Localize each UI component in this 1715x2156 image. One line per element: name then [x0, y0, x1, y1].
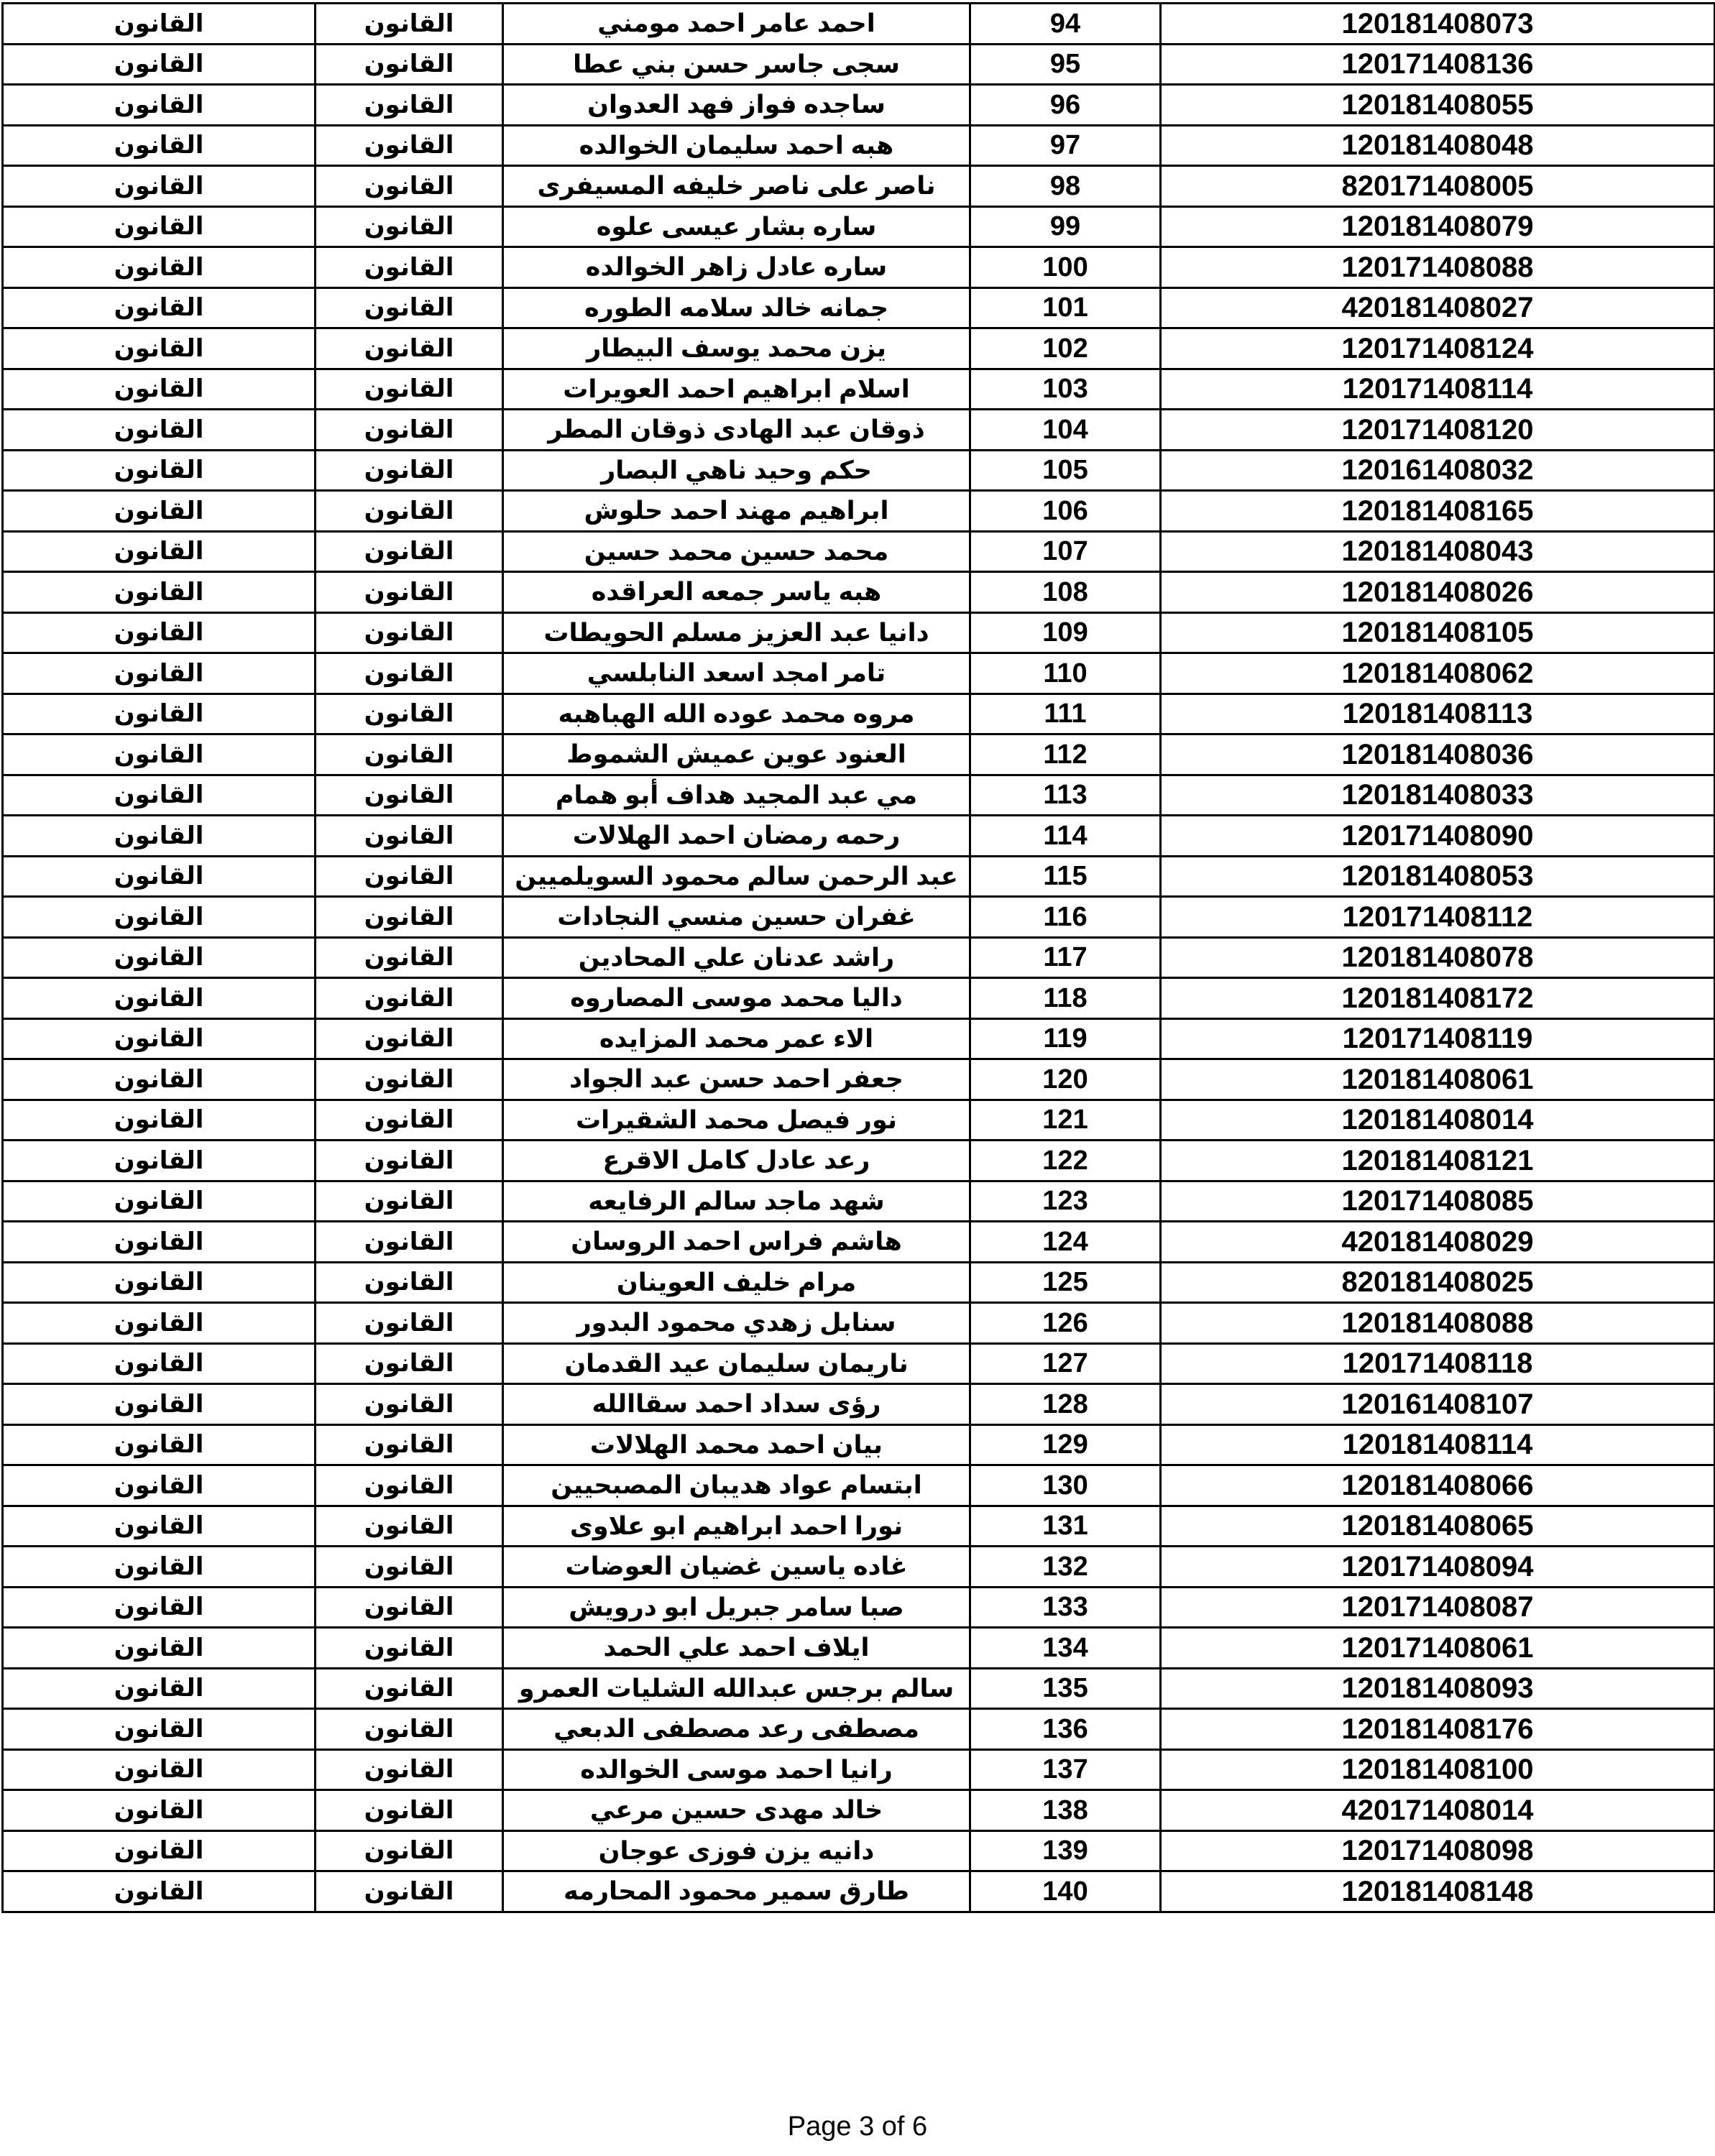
table-row: [3, 1384, 1715, 1425]
department-cell: القانون: [3, 775, 316, 816]
college-cell: القانون: [316, 1343, 503, 1384]
student-id-cell: 120171408088: [1161, 247, 1715, 288]
student-name-cell: رحمه رمضان احمد الهلالات: [503, 816, 970, 857]
student-id-cell: 120171408124: [1161, 328, 1715, 369]
department-cell: القانون: [3, 1465, 316, 1506]
college-cell: القانون: [316, 1628, 503, 1669]
serial-number-cell: 121: [970, 1100, 1161, 1141]
student-id-cell: 820171408005: [1161, 166, 1715, 207]
student-name-cell: حكم وحيد ناهي البصار: [503, 450, 970, 491]
serial-number-cell: 137: [970, 1749, 1161, 1790]
student-name-cell: بيان احمد محمد الهلالات: [503, 1424, 970, 1465]
college-cell: القانون: [316, 369, 503, 410]
student-id-cell: 120171408118: [1161, 1343, 1715, 1384]
table-row: [3, 1424, 1715, 1465]
student-id-cell: 120181408114: [1161, 1424, 1715, 1465]
student-name-cell: محمد حسين محمد حسين: [503, 531, 970, 572]
department-cell: القانون: [3, 572, 316, 613]
department-cell: القانون: [3, 1222, 316, 1263]
table-row: [3, 531, 1715, 572]
department-cell: القانون: [3, 44, 316, 85]
serial-number-cell: 112: [970, 734, 1161, 775]
table-row: [3, 85, 1715, 126]
table-row: [3, 1100, 1715, 1141]
student-id-cell: 120181408093: [1161, 1668, 1715, 1709]
serial-number-cell: 135: [970, 1668, 1161, 1709]
serial-number-cell: 108: [970, 572, 1161, 613]
student-id-cell: 120171408098: [1161, 1830, 1715, 1871]
student-name-cell: دانيه يزن فوزى عوجان: [503, 1830, 970, 1871]
table-row: [3, 450, 1715, 491]
table-row: [3, 410, 1715, 451]
student-name-cell: نور فيصل محمد الشقيرات: [503, 1100, 970, 1141]
table-row: [3, 328, 1715, 369]
department-cell: القانون: [3, 491, 316, 532]
student-id-cell: 820181408025: [1161, 1262, 1715, 1303]
student-id-cell: 120181408113: [1161, 694, 1715, 734]
serial-number-cell: 104: [970, 410, 1161, 451]
table-row: [3, 978, 1715, 1019]
serial-number-cell: 118: [970, 978, 1161, 1019]
student-id-cell: 120181408014: [1161, 1100, 1715, 1141]
student-id-cell: 120181408066: [1161, 1465, 1715, 1506]
college-cell: القانون: [316, 125, 503, 166]
department-cell: القانون: [3, 531, 316, 572]
student-name-cell: مروه محمد عوده الله الهباهبه: [503, 694, 970, 734]
student-name-cell: نورا احمد ابراهيم ابو علاوى: [503, 1506, 970, 1547]
student-id-cell: 120171408087: [1161, 1587, 1715, 1628]
student-id-cell: 120181408172: [1161, 978, 1715, 1019]
department-cell: القانون: [3, 1871, 316, 1912]
department-cell: القانون: [3, 206, 316, 247]
student-id-cell: 120171408136: [1161, 44, 1715, 85]
serial-number-cell: 102: [970, 328, 1161, 369]
college-cell: القانون: [316, 775, 503, 816]
college-cell: القانون: [316, 1384, 503, 1425]
student-id-cell: 120181408088: [1161, 1303, 1715, 1344]
serial-number-cell: 94: [970, 4, 1161, 45]
college-cell: القانون: [316, 206, 503, 247]
student-name-cell: عبد الرحمن سالم محمود السويلميين: [503, 856, 970, 897]
serial-number-cell: 100: [970, 247, 1161, 288]
department-cell: القانون: [3, 1384, 316, 1425]
college-cell: القانون: [316, 572, 503, 613]
college-cell: القانون: [316, 1668, 503, 1709]
student-name-cell: هاشم فراس احمد الروسان: [503, 1222, 970, 1263]
serial-number-cell: 116: [970, 897, 1161, 938]
serial-number-cell: 97: [970, 125, 1161, 166]
department-cell: القانون: [3, 1506, 316, 1547]
table-row: [3, 287, 1715, 328]
student-id-cell: 120181408048: [1161, 125, 1715, 166]
serial-number-cell: 113: [970, 775, 1161, 816]
serial-number-cell: 136: [970, 1709, 1161, 1750]
department-cell: القانون: [3, 1668, 316, 1709]
college-cell: القانون: [316, 44, 503, 85]
college-cell: القانون: [316, 653, 503, 694]
serial-number-cell: 103: [970, 369, 1161, 410]
table-row: [3, 1303, 1715, 1344]
serial-number-cell: 129: [970, 1424, 1161, 1465]
serial-number-cell: 130: [970, 1465, 1161, 1506]
college-cell: القانون: [316, 734, 503, 775]
department-cell: القانون: [3, 653, 316, 694]
college-cell: القانون: [316, 450, 503, 491]
student-name-cell: ناريمان سليمان عيد القدمان: [503, 1343, 970, 1384]
table-row: [3, 166, 1715, 207]
student-name-cell: يزن محمد يوسف البيطار: [503, 328, 970, 369]
serial-number-cell: 111: [970, 694, 1161, 734]
table-row: [3, 247, 1715, 288]
student-id-cell: 120171408090: [1161, 816, 1715, 857]
college-cell: القانون: [316, 1181, 503, 1222]
department-cell: القانون: [3, 410, 316, 451]
department-cell: القانون: [3, 247, 316, 288]
serial-number-cell: 117: [970, 937, 1161, 978]
serial-number-cell: 106: [970, 491, 1161, 532]
serial-number-cell: 140: [970, 1871, 1161, 1912]
student-name-cell: مي عبد المجيد هداف أبو همام: [503, 775, 970, 816]
student-name-cell: سجى جاسر حسن بني عطا: [503, 44, 970, 85]
student-name-cell: دانيا عبد العزيز مسلم الحويطات: [503, 612, 970, 653]
student-list-body: [3, 4, 1715, 1912]
table-row: [3, 44, 1715, 85]
serial-number-cell: 127: [970, 1343, 1161, 1384]
college-cell: القانون: [316, 1830, 503, 1871]
department-cell: القانون: [3, 1059, 316, 1100]
student-name-cell: اسلام ابراهيم احمد العويرات: [503, 369, 970, 410]
table-row: [3, 125, 1715, 166]
student-id-cell: 120171408085: [1161, 1181, 1715, 1222]
department-cell: القانون: [3, 612, 316, 653]
serial-number-cell: 131: [970, 1506, 1161, 1547]
student-id-cell: 120181408176: [1161, 1709, 1715, 1750]
serial-number-cell: 114: [970, 816, 1161, 857]
student-id-cell: 120181408100: [1161, 1749, 1715, 1790]
college-cell: القانون: [316, 897, 503, 938]
department-cell: القانون: [3, 1587, 316, 1628]
student-id-cell: 120181408026: [1161, 572, 1715, 613]
college-cell: القانون: [316, 531, 503, 572]
college-cell: القانون: [316, 166, 503, 207]
student-id-cell: 120181408065: [1161, 1506, 1715, 1547]
student-name-cell: داليا محمد موسى المصاروه: [503, 978, 970, 1019]
serial-number-cell: 138: [970, 1790, 1161, 1831]
student-name-cell: هبه ياسر جمعه العراقده: [503, 572, 970, 613]
serial-number-cell: 95: [970, 44, 1161, 85]
college-cell: القانون: [316, 1262, 503, 1303]
student-id-cell: 120181408148: [1161, 1871, 1715, 1912]
table-row: [3, 897, 1715, 938]
table-row: [3, 1018, 1715, 1059]
student-name-cell: ناصر على ناصر خليفه المسيفرى: [503, 166, 970, 207]
serial-number-cell: 122: [970, 1141, 1161, 1181]
department-cell: القانون: [3, 450, 316, 491]
department-cell: القانون: [3, 694, 316, 734]
college-cell: القانون: [316, 1871, 503, 1912]
college-cell: القانون: [316, 978, 503, 1019]
student-id-cell: 120181408055: [1161, 85, 1715, 126]
serial-number-cell: 105: [970, 450, 1161, 491]
serial-number-cell: 125: [970, 1262, 1161, 1303]
table-row: [3, 694, 1715, 734]
department-cell: القانون: [3, 1343, 316, 1384]
table-row: [3, 1059, 1715, 1100]
student-id-cell: 120171408061: [1161, 1628, 1715, 1669]
table-row: [3, 206, 1715, 247]
serial-number-cell: 99: [970, 206, 1161, 247]
department-cell: القانون: [3, 1100, 316, 1141]
department-cell: القانون: [3, 166, 316, 207]
student-name-cell: غاده ياسين غضيان العوضات: [503, 1547, 970, 1588]
student-list-table: [1, 2, 1715, 1913]
student-name-cell: راشد عدنان علي المحادين: [503, 937, 970, 978]
table-row: [3, 1749, 1715, 1790]
student-name-cell: شهد ماجد سالم الرفايعه: [503, 1181, 970, 1222]
student-id-cell: 120181408053: [1161, 856, 1715, 897]
department-cell: القانون: [3, 734, 316, 775]
college-cell: القانون: [316, 612, 503, 653]
student-name-cell: ابراهيم مهند احمد حلوش: [503, 491, 970, 532]
college-cell: القانون: [316, 85, 503, 126]
student-id-cell: 120181408043: [1161, 531, 1715, 572]
student-name-cell: خالد مهدى حسين مرعي: [503, 1790, 970, 1831]
table-row: [3, 653, 1715, 694]
table-row: [3, 1830, 1715, 1871]
department-cell: القانون: [3, 1181, 316, 1222]
student-name-cell: تامر امجد اسعد النابلسي: [503, 653, 970, 694]
college-cell: القانون: [316, 1506, 503, 1547]
serial-number-cell: 98: [970, 166, 1161, 207]
serial-number-cell: 109: [970, 612, 1161, 653]
department-cell: القانون: [3, 897, 316, 938]
college-cell: القانون: [316, 491, 503, 532]
serial-number-cell: 132: [970, 1547, 1161, 1588]
department-cell: القانون: [3, 1262, 316, 1303]
table-row: [3, 856, 1715, 897]
serial-number-cell: 134: [970, 1628, 1161, 1669]
table-row: [3, 1141, 1715, 1181]
department-cell: القانون: [3, 125, 316, 166]
department-cell: القانون: [3, 287, 316, 328]
student-id-cell: 120171408094: [1161, 1547, 1715, 1588]
page-number-footer: Page 3 of 6: [787, 2111, 928, 2142]
department-cell: القانون: [3, 1303, 316, 1344]
serial-number-cell: 115: [970, 856, 1161, 897]
table-row: [3, 1871, 1715, 1912]
serial-number-cell: 96: [970, 85, 1161, 126]
table-row: [3, 1628, 1715, 1669]
student-name-cell: جعفر احمد حسن عبد الجواد: [503, 1059, 970, 1100]
department-cell: القانون: [3, 978, 316, 1019]
student-id-cell: 420171408014: [1161, 1790, 1715, 1831]
college-cell: القانون: [316, 1465, 503, 1506]
student-name-cell: ساجده فواز فهد العدوان: [503, 85, 970, 126]
student-name-cell: رانيا احمد موسى الخوالده: [503, 1749, 970, 1790]
college-cell: القانون: [316, 328, 503, 369]
serial-number-cell: 123: [970, 1181, 1161, 1222]
student-name-cell: رؤى سداد احمد سقاالله: [503, 1384, 970, 1425]
department-cell: القانون: [3, 856, 316, 897]
table-row: [3, 775, 1715, 816]
college-cell: القانون: [316, 694, 503, 734]
college-cell: القانون: [316, 1018, 503, 1059]
student-name-cell: سنابل زهدي محمود البدور: [503, 1303, 970, 1344]
department-cell: القانون: [3, 1141, 316, 1181]
student-name-cell: ساره عادل زاهر الخوالده: [503, 247, 970, 288]
student-name-cell: العنود عوين عميش الشموط: [503, 734, 970, 775]
table-row: [3, 572, 1715, 613]
serial-number-cell: 133: [970, 1587, 1161, 1628]
table-row: [3, 1790, 1715, 1831]
table-row: [3, 937, 1715, 978]
college-cell: القانون: [316, 247, 503, 288]
college-cell: القانون: [316, 1222, 503, 1263]
student-id-cell: 120181408062: [1161, 653, 1715, 694]
student-name-cell: طارق سمير محمود المحارمه: [503, 1871, 970, 1912]
student-id-cell: 120171408119: [1161, 1018, 1715, 1059]
table-row: [3, 1262, 1715, 1303]
student-id-cell: 120181408078: [1161, 937, 1715, 978]
college-cell: القانون: [316, 1100, 503, 1141]
student-name-cell: رعد عادل كامل الاقرع: [503, 1141, 970, 1181]
student-name-cell: احمد عامر احمد مومني: [503, 4, 970, 45]
student-name-cell: ابتسام عواد هديبان المصبحيين: [503, 1465, 970, 1506]
college-cell: القانون: [316, 1059, 503, 1100]
college-cell: القانون: [316, 1790, 503, 1831]
college-cell: القانون: [316, 1587, 503, 1628]
department-cell: القانون: [3, 369, 316, 410]
college-cell: القانون: [316, 1547, 503, 1588]
student-name-cell: صبا سامر جبريل ابو درويش: [503, 1587, 970, 1628]
student-name-cell: ساره بشار عيسى علوه: [503, 206, 970, 247]
table-row: [3, 1709, 1715, 1750]
table-row: [3, 1222, 1715, 1263]
table-row: [3, 1587, 1715, 1628]
student-name-cell: غفران حسين منسي النجادات: [503, 897, 970, 938]
student-id-cell: 120181408165: [1161, 491, 1715, 532]
serial-number-cell: 120: [970, 1059, 1161, 1100]
serial-number-cell: 139: [970, 1830, 1161, 1871]
table-row: [3, 4, 1715, 45]
student-id-cell: 120181408121: [1161, 1141, 1715, 1181]
table-row: [3, 816, 1715, 857]
student-id-cell: 120181408036: [1161, 734, 1715, 775]
college-cell: القانون: [316, 1303, 503, 1344]
student-id-cell: 120181408105: [1161, 612, 1715, 653]
table-row: [3, 1668, 1715, 1709]
serial-number-cell: 107: [970, 531, 1161, 572]
department-cell: القانون: [3, 1628, 316, 1669]
department-cell: القانون: [3, 4, 316, 45]
student-id-cell: 120181408079: [1161, 206, 1715, 247]
college-cell: القانون: [316, 1141, 503, 1181]
table-row: [3, 1343, 1715, 1384]
serial-number-cell: 128: [970, 1384, 1161, 1425]
department-cell: القانون: [3, 1790, 316, 1831]
department-cell: القانون: [3, 1018, 316, 1059]
department-cell: القانون: [3, 816, 316, 857]
table-row: [3, 491, 1715, 532]
student-id-cell: 120161408032: [1161, 450, 1715, 491]
serial-number-cell: 124: [970, 1222, 1161, 1263]
student-id-cell: 420181408029: [1161, 1222, 1715, 1263]
college-cell: القانون: [316, 937, 503, 978]
table-row: [3, 1465, 1715, 1506]
student-id-cell: 120171408120: [1161, 410, 1715, 451]
student-id-cell: 120181408061: [1161, 1059, 1715, 1100]
student-id-cell: 120171408112: [1161, 897, 1715, 938]
college-cell: القانون: [316, 816, 503, 857]
student-id-cell: 120181408033: [1161, 775, 1715, 816]
table-row: [3, 734, 1715, 775]
college-cell: القانون: [316, 1424, 503, 1465]
serial-number-cell: 126: [970, 1303, 1161, 1344]
serial-number-cell: 110: [970, 653, 1161, 694]
table-row: [3, 612, 1715, 653]
department-cell: القانون: [3, 937, 316, 978]
college-cell: القانون: [316, 1709, 503, 1750]
table-row: [3, 369, 1715, 410]
table-row: [3, 1547, 1715, 1588]
department-cell: القانون: [3, 1830, 316, 1871]
student-name-cell: هبه احمد سليمان الخوالده: [503, 125, 970, 166]
student-id-cell: 120161408107: [1161, 1384, 1715, 1425]
college-cell: القانون: [316, 410, 503, 451]
student-name-cell: جمانه خالد سلامه الطوره: [503, 287, 970, 328]
student-name-cell: مرام خليف العوينان: [503, 1262, 970, 1303]
department-cell: القانون: [3, 1424, 316, 1465]
student-name-cell: مصطفى رعد مصطفى الدبعي: [503, 1709, 970, 1750]
department-cell: القانون: [3, 328, 316, 369]
table-row: [3, 1506, 1715, 1547]
student-name-cell: سالم برجس عبدالله الشليات العمرو: [503, 1668, 970, 1709]
department-cell: القانون: [3, 1709, 316, 1750]
department-cell: القانون: [3, 1547, 316, 1588]
student-id-cell: 120181408073: [1161, 4, 1715, 45]
serial-number-cell: 119: [970, 1018, 1161, 1059]
student-id-cell: 420181408027: [1161, 287, 1715, 328]
college-cell: القانون: [316, 856, 503, 897]
student-id-cell: 120171408114: [1161, 369, 1715, 410]
college-cell: القانون: [316, 1749, 503, 1790]
serial-number-cell: 101: [970, 287, 1161, 328]
department-cell: القانون: [3, 85, 316, 126]
table-row: [3, 1181, 1715, 1222]
student-name-cell: ذوقان عبد الهادى ذوقان المطر: [503, 410, 970, 451]
college-cell: القانون: [316, 4, 503, 45]
college-cell: القانون: [316, 287, 503, 328]
student-name-cell: ايلاف احمد علي الحمد: [503, 1628, 970, 1669]
department-cell: القانون: [3, 1749, 316, 1790]
student-name-cell: الاء عمر محمد المزايده: [503, 1018, 970, 1059]
